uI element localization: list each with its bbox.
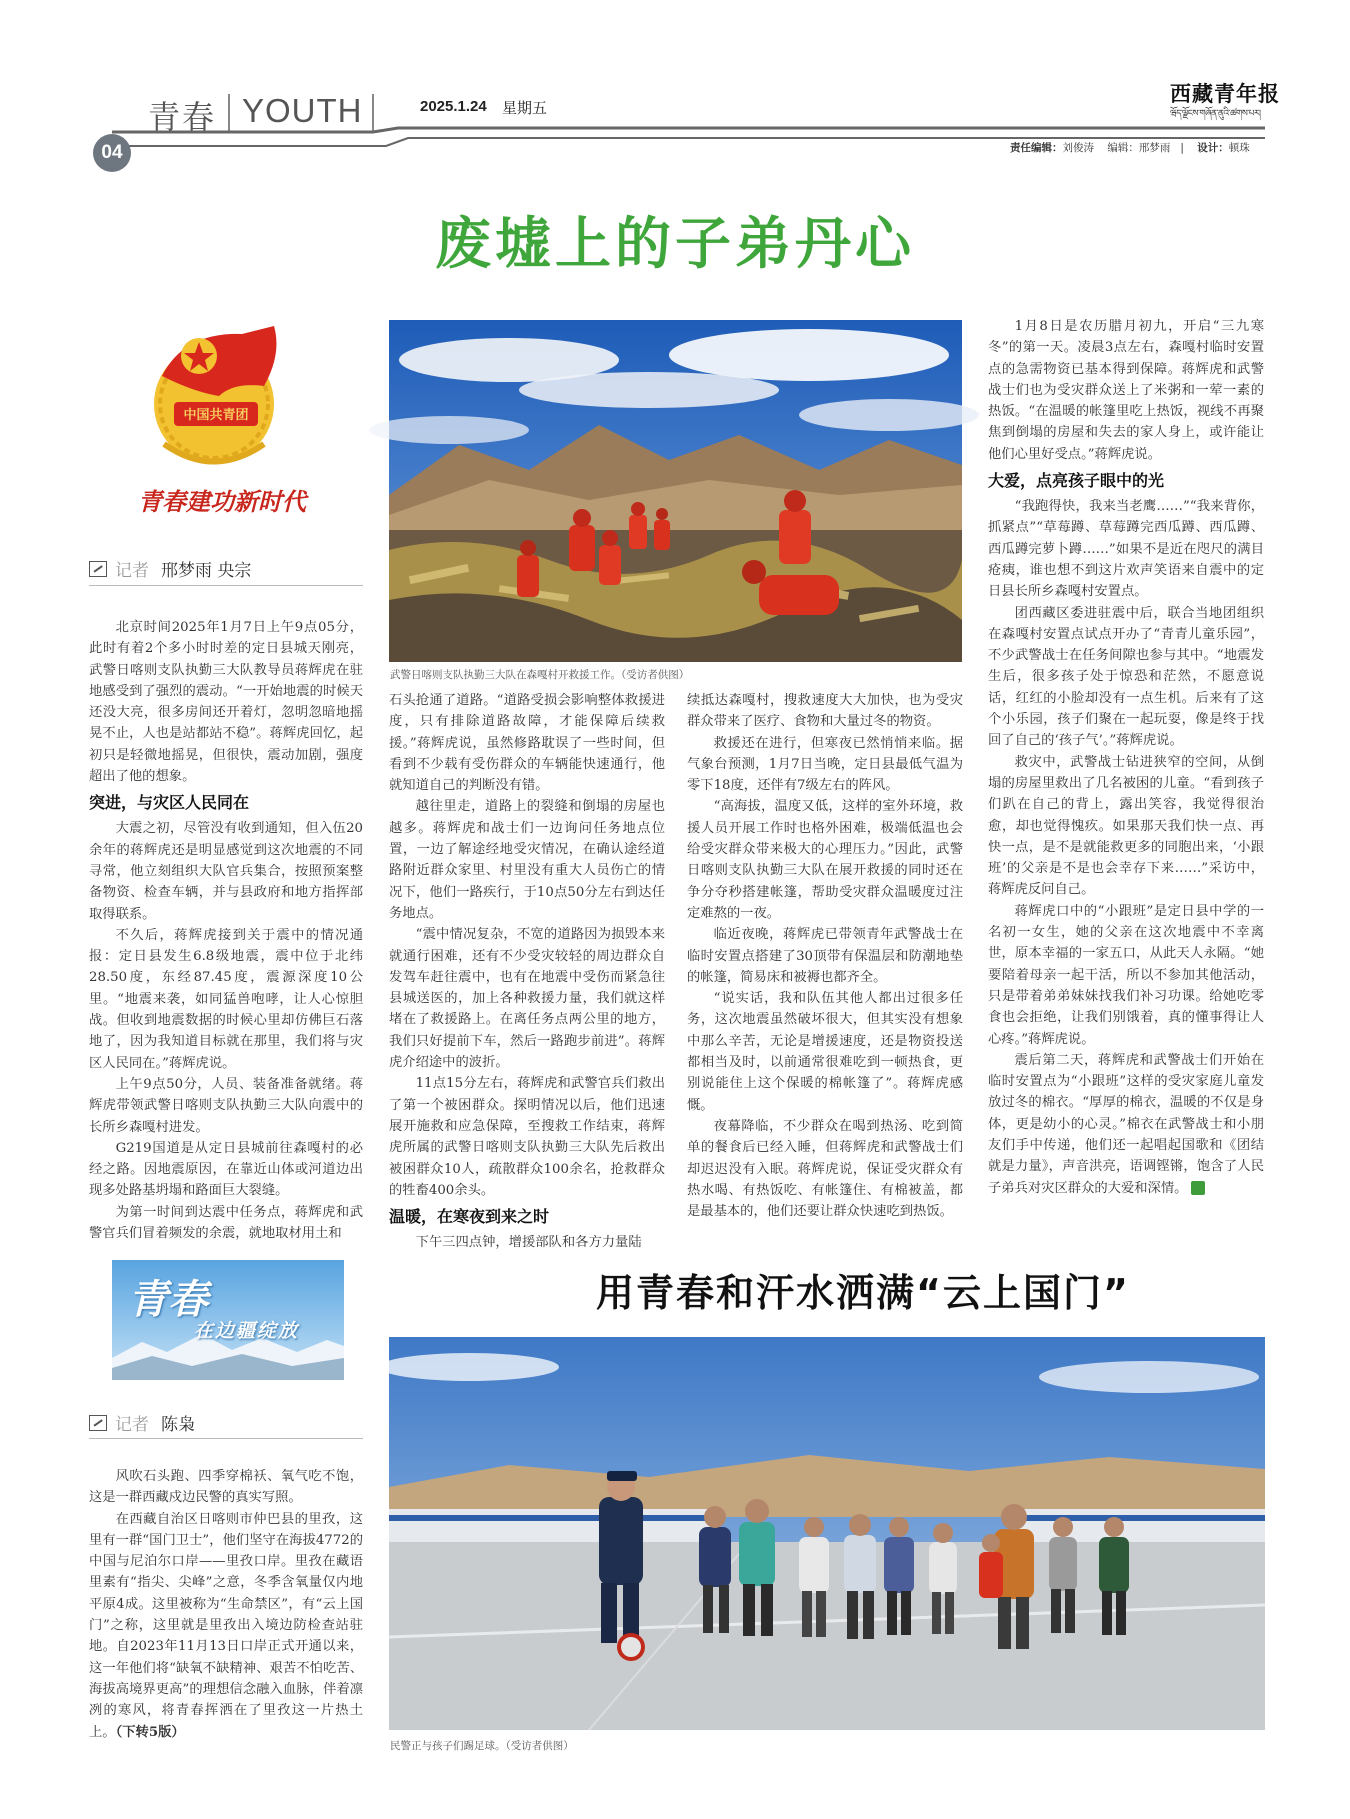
- banner-title: 青春: [128, 1276, 208, 1323]
- section-subheading: 突进，与灾区人民同在: [89, 793, 250, 813]
- paragraph: 为第一时间到达震中任务点，蒋辉虎和武警官兵们冒着频发的余震，就地取材用土和: [89, 1204, 363, 1242]
- section-subheading: 大爱，点亮孩子眼中的光: [988, 471, 1165, 491]
- credit-name: 顿珠: [1228, 142, 1250, 154]
- article2-photo: [389, 1337, 1265, 1730]
- pen-icon: [89, 1415, 107, 1431]
- article1-column-3: [687, 690, 963, 1235]
- paragraph: 11点15分左右，蒋辉虎和武警官兵们救出了第一个被困群众。探明情况以后，他们迅速展开施救和应急保障，至搜救工作结束，蒋辉虎所属的武警日喀则支队执勤三大队先后救出被困群众10人，疏散群众100余名，抢救群众的牲畜400余头。: [389, 1076, 665, 1198]
- paragraph: 团西藏区委进驻震中后，联合当地团组织在森嘎村安置点试点开办了“青青儿童乐园”，不少武警战士在任务间隙也参与其中。“地震发生后，很多孩子处于惊恐和茫然，不愿意说话，红红的小脸却没有一点生机。后来有了这个小乐园，孩子们聚在一起玩耍，像是终于找回了自己的‘孩子气’。”蒋辉虎说。: [988, 605, 1264, 749]
- paragraph: 下午三四点钟，增援部队和各方力量陆: [415, 1235, 642, 1251]
- youth-border-banner: [112, 1260, 344, 1380]
- editor-credits: 责任编辑：刘俊涛 编辑：邢梦雨 | 设计：顿珠: [1010, 142, 1250, 154]
- article1-byline: [89, 556, 251, 581]
- football-photo-image: [389, 1337, 1265, 1730]
- section-title-cn: 青春: [148, 98, 217, 136]
- paragraph: 不久后，蒋辉虎接到关于震中的情况通报：定日县发生6.8级地震，震中位于北纬28.50度，东经87.45度，震源深度10公里。“地震来袭，如同猛兽咆哮，让人心惊胆战。但收到地震数据的时候心里却仿佛巨石落地了，因为我知道目标就在那里，我们将与灾区人民同在。”蒋辉虎说。: [89, 927, 363, 1071]
- paragraph: “震中情况复杂，不宽的道路因为损毁本来就通行困难，还有不少受灾较轻的周边群众自发驾车赶往震中，也有在地震中受伤而紧急往县城送医的，加上各种救援力量，我们就这样堵在了救援路上。在离任务点两公里的地方，我们只好提前下车，然后一路跑步前进”。蒋辉虎介绍途中的波折。: [389, 927, 665, 1071]
- emblem-slogan: 青春建功新时代: [138, 487, 306, 516]
- newspaper-brand: 西藏青年报: [1170, 81, 1280, 106]
- newspaper-brand-tibetan: ཝོད་ལྗོངས་གཞོན་ནུའི་ཚགས་པར།: [1170, 109, 1261, 119]
- youth-league-emblem: [124, 304, 374, 524]
- article2-headline: 用青春和汗水洒满“云上国门”: [596, 1271, 1130, 1315]
- article2-body: [89, 1466, 363, 1746]
- paragraph: 蒋辉虎口中的“小跟班”是定日县中学的一名初一女生，她的父亲在这次地震中不幸离世，原本幸福的一家五口，从此天人永隔。“她要陪着母亲一起干活，所以不参加其他活动，只是带着弟弟妹妹找我们补习功课。给她吃零食也会拒绝，让我们别饿着，真的懂事得让人心疼。”蒋辉虎说。: [988, 903, 1264, 1047]
- banner-subtitle: 在边疆绽放: [194, 1320, 300, 1342]
- credit-name: 邢梦雨: [1138, 142, 1171, 154]
- article1-headline: 废墟上的子弟丹心: [435, 212, 915, 277]
- issue-date: 2025.1.24: [420, 98, 487, 115]
- article2-byline: [89, 1410, 195, 1435]
- article1-column-1: [89, 617, 363, 1242]
- paragraph: G219国道是从定日县城前往森嘎村的必经之路。因地震原因，在靠近山体或河道边出现多处路基坍塌和路面巨大裂缝。: [89, 1140, 363, 1199]
- page-number: 04: [93, 134, 131, 172]
- rescue-photo-image: [389, 320, 962, 662]
- credit-label: 责任编辑：: [1010, 142, 1063, 154]
- paragraph: 石头抢通了道路。“道路受损会影响整体救援进度，只有排除道路故障，才能保障后续救援。”蒋辉虎说，虽然修路耽误了一些时间，但看到不少载有受伤群众的车辆能快速通行，他就知道自己的判断没有错。: [389, 693, 665, 794]
- paragraph: 上午9点50分，人员、装备准备就绪。蒋辉虎带领武警日喀则支队执勤三大队向震中的长所乡森嘎村进发。: [89, 1076, 363, 1135]
- byline-reporter: 陈枭: [161, 1415, 195, 1435]
- article1-column-2: [389, 690, 665, 1251]
- paragraph: 风吹石头跑、四季穿棉袄、氧气吃不饱，这是一群西藏戍边民警的真实写照。: [89, 1469, 363, 1506]
- credit-label: 设计：: [1197, 142, 1229, 154]
- paragraph: 大震之初，尽管没有收到通知，但入伍20余年的蒋辉虎还是明显感觉到这次地震的不同寻常，他立刻组织大队官兵集合，按照预案整备物资、检查车辆，并与县政府和地方指挥部取得联系。: [89, 821, 363, 922]
- issue-weekday: 星期五: [502, 99, 548, 117]
- credit-label: 编辑：: [1107, 142, 1139, 154]
- article1-photo: [389, 320, 962, 662]
- paragraph: 在西藏自治区日喀则市仲巴县的里孜，这里有一群“国门卫士”，他们坚守在海拔4772的中国与尼泊尔口岸——里孜口岸。里孜在藏语里素有“指尖、尖峰”之意，冬季含氧量仅内地平原4成。这里被称为“生命禁区”，有“云上国门”之称，这里就是里孜出入境边防检查站驻地。自2023年11月13日口岸正式开通以来，这一年他们将“缺氧不缺精神、艰苦不怕吃苦、海拔高境界更高”的理想信念融入血脉，伴着凛冽的寒风，将青春挥洒在了里孜这一片热土上。（下转5版）: [89, 1511, 363, 1740]
- article1-column-4: [988, 316, 1264, 1234]
- article-end-icon: [1191, 1181, 1205, 1195]
- section-title-en: YOUTH: [242, 92, 363, 129]
- article2-photo-caption: 民警正与孩子们踢足球。（受访者供图）: [390, 1740, 574, 1752]
- paragraph: 震后第二天，蒋辉虎和武警战士们开始在临时安置点为“小跟班”这样的受灾家庭儿童发放过冬的棉衣。“厚厚的棉衣，温暖的不仅是身体，更是幼小的心灵。”棉衣在武警战士和小朋友们手中传递，他们还一起唱起国歌和《团结就是力量》，声音洪亮，语调铿锵，饱含了人民子弟兵对灾区群众的大爱和深情。: [988, 1052, 1264, 1196]
- emblem-icon: [124, 304, 374, 524]
- paragraph: 北京时间2025年1月7日上午9点05分，此时有着2个多小时时差的定日县城天刚亮，武警日喀则支队执勤三大队教导员蒋辉虎在驻地感受到了强烈的震动。“一开始地震的时候天还没大亮，很多房间还开着灯，忽明忽暗地摇晃不止，人也是站都站不稳”。蒋辉虎回忆，起初只是轻微地摇晃，但很快，震动加剧，强度超出了他的想象。: [89, 620, 363, 785]
- credit-name: 刘俊涛: [1062, 142, 1094, 154]
- paragraph: 夜幕降临，不少群众在喝到热汤、吃到简单的餐食后已经入睡，但蒋辉虎和武警战士们却迟迟没有入眠。蒋辉虎说，保证受灾群众有热水喝、有热饭吃、有帐篷住、有棉被盖，都是最基本的，他们还要让群众快速吃到热饭。: [687, 1118, 963, 1220]
- paragraph: 越往里走，道路上的裂缝和倒塌的房屋也越多。蒋辉虎和战士们一边询问任务地点位置，一边了解途经地受灾情况，在确认途经道路附近群众家里、村里没有重大人员伤亡的情况下，他们一路疾行，于10点50分左右到达任务地点。: [389, 799, 665, 921]
- paragraph: “说实话，我和队伍其他人都出过很多任务，这次地震虽然破坏很大，但其实没有想象中那么辛苦，无论是增援速度，还是物资投送都相当及时，以前通常很难吃到一顿热食，更别说能住上这个保暖的棉帐篷了”。蒋辉虎感慨。: [687, 991, 963, 1113]
- byline-rule: [89, 585, 363, 586]
- paragraph: 临近夜晚，蒋辉虎已带领青年武警战士在临时安置点搭建了30顶带有保温层和防潮地垫的帐篷，简易床和被褥也都齐全。: [687, 927, 963, 985]
- emblem-text: 中国共青团: [183, 408, 249, 423]
- paragraph: 续抵达森嘎村，搜救速度大大加快，也为受灾群众带来了医疗、食物和大量过冬的物资。: [687, 693, 963, 730]
- paragraph: 1月8日是农历腊月初九，开启“三九寒冬”的第一天。凌晨3点左右，森嘎村临时安置点的急需物资已基本得到保障。蒋辉虎和武警战士们也为受灾群众送上了米粥和一荤一素的热饭。“在温暖的帐篷里吃上热饭，视线不再聚焦到倒塌的房屋和失去的家人身上，或许能让他们心里好受点。”蒋辉虎说。: [988, 319, 1264, 462]
- section-subheading: 温暖，在寒夜到来之时: [389, 1207, 550, 1227]
- byline-reporter: 邢梦雨 央宗: [161, 561, 252, 581]
- paragraph: 救灾中，武警战士钻进狭窄的空间，从倒塌的房屋里救出了几名被困的儿童。“看到孩子们趴在自己的背上，露出笑容，我觉得很治愈，却也觉得愧疚。如果那天我们快一点、再快一点，是不是就能救更多的同胞出来，‘小跟班’的父亲是不是也会幸存下来……”采访中，蒋辉虎反问自己。: [988, 754, 1264, 898]
- byline-label: 记者: [115, 1415, 149, 1435]
- paragraph: 救援还在进行，但寒夜已然悄悄来临。据气象台预测，1月7日当晚，定日县最低气温为零下18度，还伴有7级左右的阵风。: [687, 735, 963, 794]
- continued-note: （下转5版）: [115, 1724, 185, 1740]
- article1-photo-caption: 武警日喀则支队执勤三大队在森嘎村开救援工作。（受访者供图）: [390, 669, 690, 681]
- byline-label: 记者: [115, 561, 149, 581]
- paragraph: “我跑得快，我来当老鹰……”“我来背你，抓紧点”“草莓蹲、草莓蹲完西瓜蹲、西瓜蹲、西瓜蹲完萝卜蹲……”如果不是近在咫尺的满目疮痍，谁也想不到这片欢声笑语来自震中的定日县长所乡森嘎村安置点。: [988, 499, 1264, 600]
- paragraph: “高海拔，温度又低，这样的室外环境，救援人员开展工作时也格外困难，极端低温也会给受灾群众带来极大的心理压力。”因此，武警日喀则支队执勤三大队在展开救援的同时还在争分夺秒搭建帐篷，帮助受灾群众温暖度过注定难熬的一夜。: [687, 799, 963, 921]
- pen-icon: [89, 561, 107, 577]
- byline-rule: [89, 1438, 363, 1439]
